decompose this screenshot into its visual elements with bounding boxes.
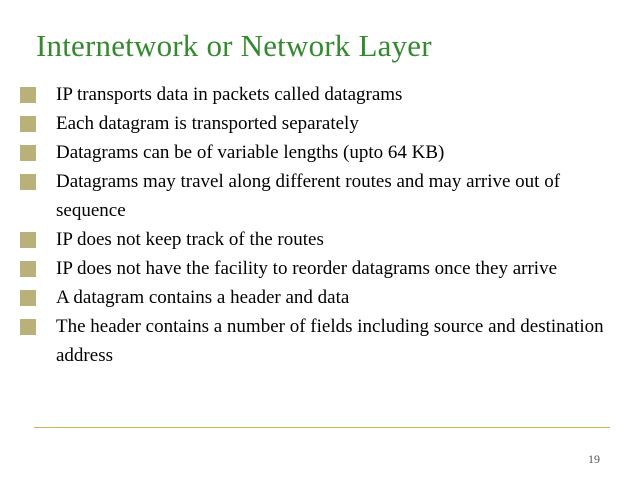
square-bullet-icon <box>20 145 36 161</box>
bullet-text: IP does not keep track of the routes <box>56 229 324 250</box>
square-bullet-icon <box>20 87 36 103</box>
bullet-text: Datagrams may travel along different routes and may arrive out of sequence <box>56 171 561 221</box>
bullet-text: Datagrams can be of variable lengths (upto 64 KB) <box>56 142 445 163</box>
bullet-item <box>16 109 616 138</box>
bullet-text: A datagram contains a header and data <box>56 287 350 308</box>
bullet-item <box>16 167 616 225</box>
bullet-text: Each datagram is transported separately <box>56 113 359 134</box>
bullet-item <box>16 225 616 254</box>
slide-title: Internetwork or Network Layer <box>36 28 432 63</box>
bullet-text: IP does not have the facility to reorder datagrams once they arrive <box>56 258 558 279</box>
bullet-text: IP transports data in packets called datagrams <box>56 84 403 105</box>
bullet-item <box>16 254 616 283</box>
square-bullet-icon <box>20 116 36 132</box>
square-bullet-icon <box>20 290 36 306</box>
square-bullet-icon <box>20 174 36 190</box>
bullet-item <box>16 80 616 109</box>
bullet-item <box>16 283 616 312</box>
square-bullet-icon <box>20 261 36 277</box>
page-number: 19 <box>588 452 600 466</box>
bullet-list <box>16 80 616 370</box>
bullet-item <box>16 312 616 370</box>
bullet-item <box>16 138 616 167</box>
footer-divider <box>34 427 610 428</box>
square-bullet-icon <box>20 232 36 248</box>
bullet-text: The header contains a number of fields including source and destination address <box>56 316 604 366</box>
square-bullet-icon <box>20 319 36 335</box>
